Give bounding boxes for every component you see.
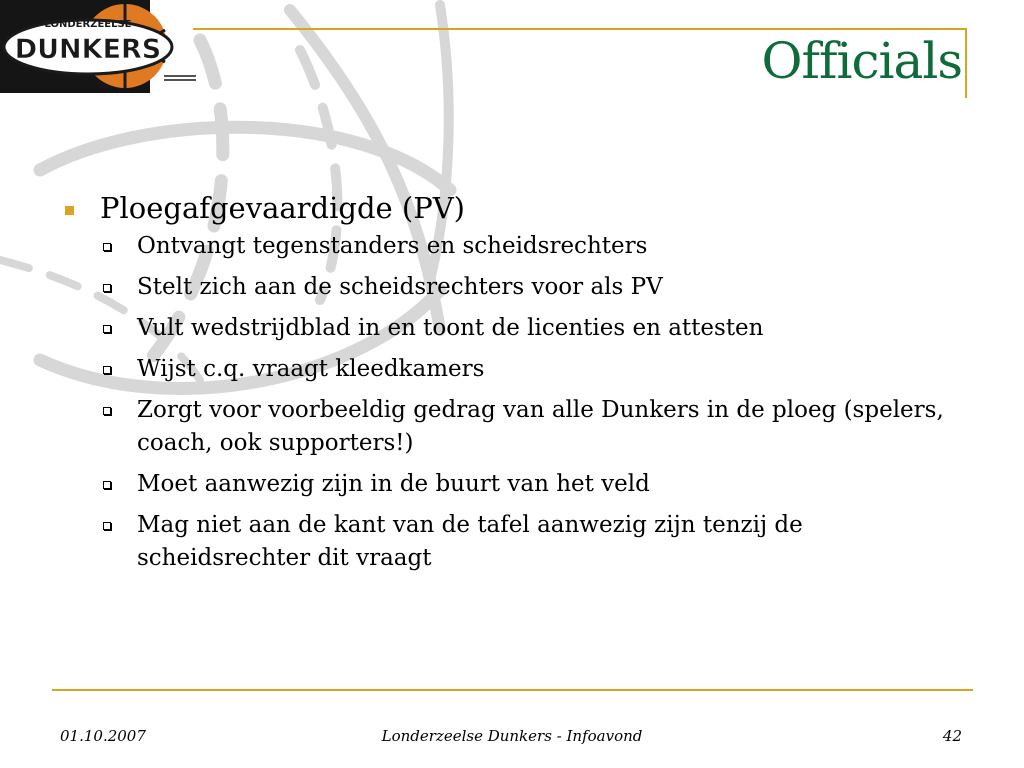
footer-divider <box>52 689 973 691</box>
sub-bullet-text: Vult wedstrijdblad in en toont de licenties en attesten <box>137 315 764 341</box>
slide-title: Officials <box>761 32 962 90</box>
checkbox-bullet-icon <box>103 243 111 251</box>
sub-bullet <box>60 394 960 460</box>
sub-bullet <box>60 468 960 501</box>
sub-bullet <box>60 271 960 304</box>
main-bullet-text: Ploegafgevaardigde (PV) <box>100 191 465 225</box>
checkbox-bullet-icon <box>103 325 111 333</box>
sub-bullet-text: Ontvangt tegenstanders en scheidsrechters <box>137 233 648 259</box>
checkbox-bullet-icon <box>103 407 111 415</box>
sub-bullet-text: Stelt zich aan de scheidsrechters voor als PV <box>137 274 663 300</box>
checkbox-bullet-icon <box>103 481 111 489</box>
sub-bullet <box>60 312 960 345</box>
footer-date: 01.10.2007 <box>60 727 146 745</box>
logo-text-main: DUNKERS <box>14 34 162 65</box>
logo-text-top: LONDERZEELSE <box>44 19 132 30</box>
sub-bullet <box>60 230 960 263</box>
checkbox-bullet-icon <box>103 284 111 292</box>
sub-bullet-text: Mag niet aan de kant van de tafel aanwezig zijn tenzij de scheidsrechter dit vraagt <box>137 512 803 571</box>
sub-bullet <box>60 509 960 575</box>
sub-bullet-text: Wijst c.q. vraagt kleedkamers <box>137 356 485 382</box>
sub-bullet-list <box>60 230 960 575</box>
main-bullet <box>60 190 960 226</box>
square-bullet-icon <box>65 206 74 215</box>
footer-title: Londerzeelse Dunkers - Infoavond <box>381 727 643 745</box>
sub-bullet-text: Moet aanwezig zijn in de buurt van het veld <box>137 471 650 497</box>
sub-bullet <box>60 353 960 386</box>
page-number: 42 <box>942 727 962 745</box>
checkbox-bullet-icon <box>103 522 111 530</box>
bullet-content <box>60 190 960 583</box>
dunkers-logo <box>0 0 198 93</box>
checkbox-bullet-icon <box>103 366 111 374</box>
sub-bullet-text: Zorgt voor voorbeeldig gedrag van alle Dunkers in de ploeg (spelers, coach, ook supporters!) <box>137 397 944 456</box>
